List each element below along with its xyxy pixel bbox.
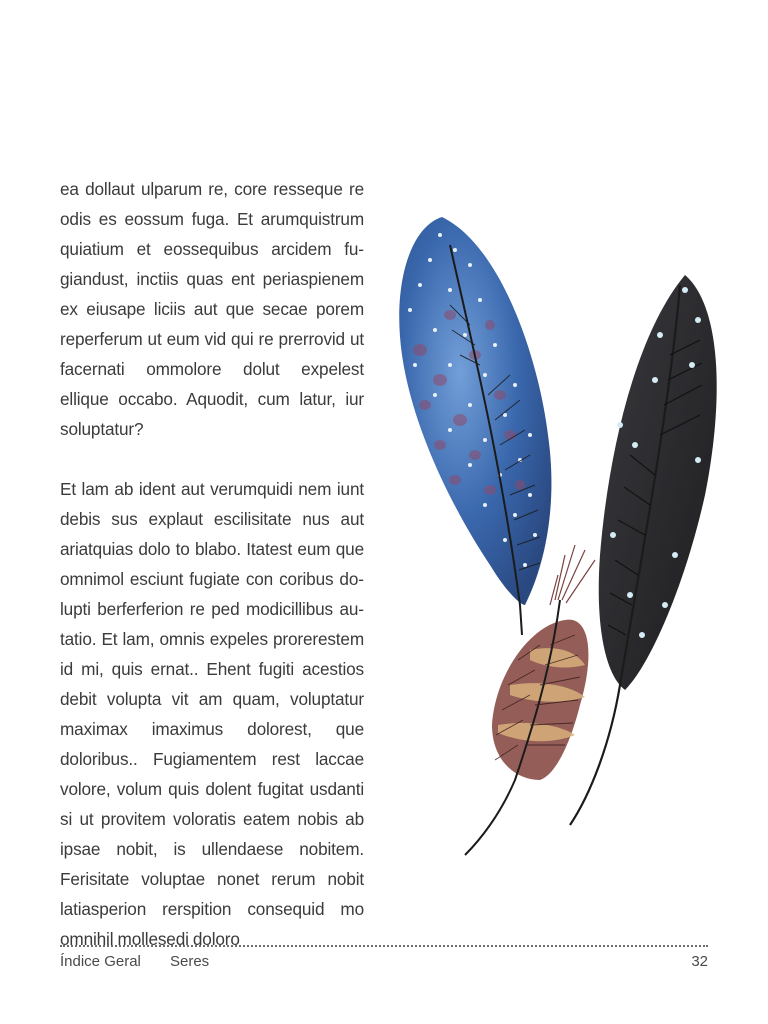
index-link[interactable]: Índice Geral bbox=[60, 953, 141, 970]
blue-feather bbox=[399, 217, 551, 635]
paragraph-2: Et lam ab ident aut verumquidi nem iunt debis sus explaut escilisitate nus aut ariatquias dolo to blabo. Itatest eum que omnimol esciunt fugiate con coribus dolupti berferferion re ped modicillibus autatio. Et lam, omnis expeles prorerestem id mi, quis ernat.. Ehent fugiti acestios debit volupta vit am quam, voluptatur maximax imaximus dolorest, que doloribus.. Fugiamentem rest laccae volore, volum quis dolent fugitat usdanti si ut provitem voloratis eatem nobis ab ipsae nobit, is ullendaese nobitem. Ferisitate voluptae nonet rerum nobit latiasperion rerspition consequid mo omnihil mollesedi doloro bbox=[60, 479, 364, 949]
footer-divider bbox=[60, 945, 708, 947]
page-number: 32 bbox=[691, 953, 708, 970]
feathers-illustration bbox=[380, 205, 740, 875]
paragraph-1: ea dollaut ulparum re, core resseque re odis es eossum fuga. Et arumquistrum quiatium et eossequibus arcidem fugiandust, inctiis quas ent periaspienem ex eiusape liciis aut que secae porem reperferum ut eum vid qui re prerrovid ut facernati ommolore dolut expelest ellique occabo. Aquodit, cum latur, iur soluptatur? bbox=[60, 179, 364, 439]
section-label: Seres bbox=[170, 953, 210, 970]
body-text bbox=[60, 174, 364, 954]
dark-feather bbox=[570, 275, 717, 825]
